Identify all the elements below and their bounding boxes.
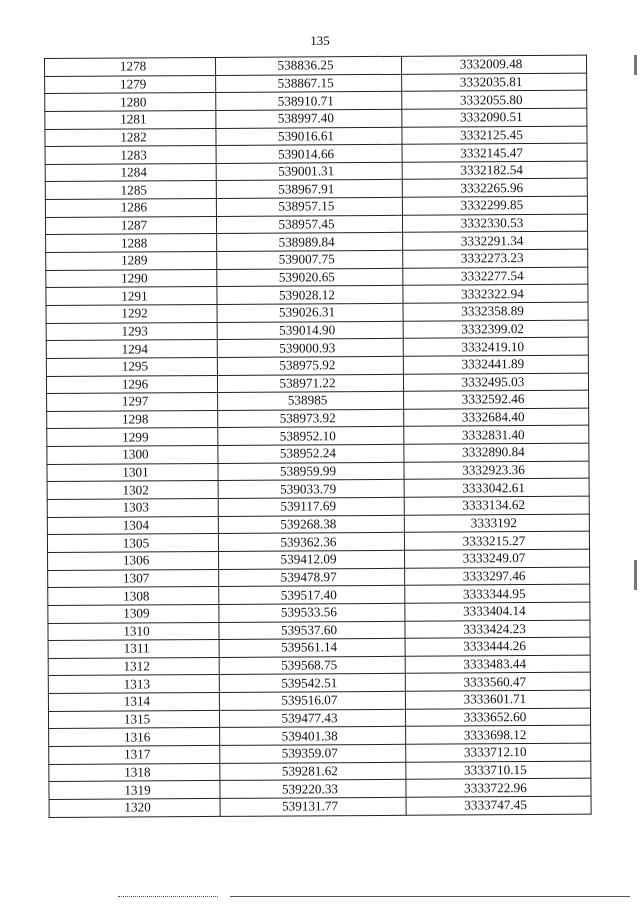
y-coordinate-cell: 3332299.85 bbox=[402, 196, 587, 215]
y-coordinate-cell: 3333215.27 bbox=[404, 531, 589, 550]
point-number-cell: 1313 bbox=[48, 675, 219, 694]
x-coordinate-cell: 538959.99 bbox=[218, 462, 404, 481]
point-number-cell: 1318 bbox=[49, 763, 220, 782]
y-coordinate-cell: 3333747.45 bbox=[406, 796, 591, 815]
point-number-cell: 1302 bbox=[47, 481, 218, 500]
point-number-cell: 1319 bbox=[49, 781, 220, 800]
x-coordinate-cell: 539026.31 bbox=[217, 303, 403, 322]
point-number-cell: 1281 bbox=[45, 110, 216, 129]
x-coordinate-cell: 538967.91 bbox=[216, 180, 402, 199]
x-coordinate-cell: 539220.33 bbox=[220, 780, 406, 799]
point-number-cell: 1316 bbox=[49, 728, 220, 747]
point-number-cell: 1303 bbox=[47, 498, 218, 517]
scan-edge-mark bbox=[634, 55, 637, 75]
point-number-cell: 1283 bbox=[45, 146, 216, 165]
point-number-cell: 1320 bbox=[49, 798, 220, 817]
y-coordinate-cell: 3333444.26 bbox=[405, 637, 590, 656]
point-number-cell: 1293 bbox=[46, 322, 217, 341]
y-coordinate-cell: 3332125.45 bbox=[402, 126, 587, 145]
x-coordinate-cell: 538975.92 bbox=[217, 356, 403, 375]
y-coordinate-cell: 3332145.47 bbox=[402, 143, 587, 162]
y-coordinate-cell: 3333404.14 bbox=[405, 602, 590, 621]
coordinate-table-wrapper bbox=[44, 55, 592, 818]
y-coordinate-cell: 3333652.60 bbox=[405, 708, 590, 727]
point-number-cell: 1290 bbox=[46, 269, 217, 288]
coordinate-table bbox=[44, 55, 592, 818]
y-coordinate-cell: 3332923.36 bbox=[404, 461, 589, 480]
y-coordinate-cell: 3332009.48 bbox=[401, 55, 586, 74]
y-coordinate-cell: 3333560.47 bbox=[405, 673, 590, 692]
x-coordinate-cell: 539014.90 bbox=[217, 321, 403, 340]
x-coordinate-cell: 538910.71 bbox=[216, 92, 402, 111]
y-coordinate-cell: 3332035.81 bbox=[402, 73, 587, 92]
point-number-cell: 1311 bbox=[48, 640, 219, 659]
point-number-cell: 1308 bbox=[48, 587, 219, 606]
x-coordinate-cell: 539533.56 bbox=[219, 603, 405, 622]
point-number-cell: 1279 bbox=[45, 75, 216, 94]
coordinate-table-body bbox=[45, 55, 592, 817]
y-coordinate-cell: 3332182.54 bbox=[402, 161, 587, 180]
y-coordinate-cell: 3332265.96 bbox=[402, 179, 587, 198]
x-coordinate-cell: 538985 bbox=[218, 391, 404, 410]
x-coordinate-cell: 539537.60 bbox=[219, 621, 405, 640]
y-coordinate-cell: 3332495.03 bbox=[403, 373, 588, 392]
x-coordinate-cell: 538952.10 bbox=[218, 427, 404, 446]
point-number-cell: 1288 bbox=[46, 234, 217, 253]
x-coordinate-cell: 539477.43 bbox=[219, 709, 405, 728]
x-coordinate-cell: 539568.75 bbox=[219, 656, 405, 675]
x-coordinate-cell: 539401.38 bbox=[220, 727, 406, 746]
y-coordinate-cell: 3332330.53 bbox=[402, 214, 587, 233]
y-coordinate-cell: 3333722.96 bbox=[406, 778, 591, 797]
point-number-cell: 1291 bbox=[46, 287, 217, 306]
y-coordinate-cell: 3332358.89 bbox=[403, 302, 588, 321]
x-coordinate-cell: 539516.07 bbox=[219, 691, 405, 710]
point-number-cell: 1278 bbox=[45, 57, 216, 76]
x-coordinate-cell: 538836.25 bbox=[215, 56, 401, 75]
x-coordinate-cell: 539131.77 bbox=[220, 797, 406, 816]
y-coordinate-cell: 3333601.71 bbox=[405, 690, 590, 709]
y-coordinate-cell: 3333483.44 bbox=[405, 655, 590, 674]
point-number-cell: 1297 bbox=[47, 393, 218, 412]
point-number-cell: 1282 bbox=[45, 128, 216, 147]
x-coordinate-cell: 538989.84 bbox=[217, 233, 403, 252]
x-coordinate-cell: 538973.92 bbox=[218, 409, 404, 428]
point-number-cell: 1315 bbox=[48, 710, 219, 729]
x-coordinate-cell: 539542.51 bbox=[219, 674, 405, 693]
y-coordinate-cell: 3333249.07 bbox=[405, 549, 590, 568]
y-coordinate-cell: 3333710.15 bbox=[406, 761, 591, 780]
y-coordinate-cell: 3332592.46 bbox=[404, 390, 589, 409]
y-coordinate-cell: 3332273.23 bbox=[403, 249, 588, 268]
point-number-cell: 1310 bbox=[48, 622, 219, 641]
x-coordinate-cell: 539362.36 bbox=[218, 533, 404, 552]
y-coordinate-cell: 3333042.61 bbox=[404, 479, 589, 498]
y-coordinate-cell: 3332090.51 bbox=[402, 108, 587, 127]
x-coordinate-cell: 538997.40 bbox=[216, 109, 402, 128]
x-coordinate-cell: 539028.12 bbox=[217, 286, 403, 305]
y-coordinate-cell: 3332291.34 bbox=[403, 232, 588, 251]
point-number-cell: 1284 bbox=[45, 163, 216, 182]
y-coordinate-cell: 3333424.23 bbox=[405, 620, 590, 639]
point-number-cell: 1314 bbox=[48, 693, 219, 712]
y-coordinate-cell: 3332890.84 bbox=[404, 443, 589, 462]
point-number-cell: 1299 bbox=[47, 428, 218, 447]
y-coordinate-cell: 3332277.54 bbox=[403, 267, 588, 286]
point-number-cell: 1289 bbox=[46, 251, 217, 270]
x-coordinate-cell: 538957.45 bbox=[216, 215, 402, 234]
point-number-cell: 1287 bbox=[45, 216, 216, 235]
y-coordinate-cell: 3332399.02 bbox=[403, 320, 588, 339]
y-coordinate-cell: 3332322.94 bbox=[403, 285, 588, 304]
y-coordinate-cell: 3333712.10 bbox=[406, 743, 591, 762]
x-coordinate-cell: 539412.09 bbox=[219, 550, 405, 569]
point-number-cell: 1298 bbox=[47, 410, 218, 429]
point-number-cell: 1306 bbox=[48, 551, 219, 570]
footer-rule bbox=[118, 896, 218, 897]
footer-rule bbox=[230, 896, 630, 897]
point-number-cell: 1301 bbox=[47, 463, 218, 482]
table-row bbox=[49, 796, 591, 817]
scan-edge-mark bbox=[634, 560, 637, 590]
y-coordinate-cell: 3333297.46 bbox=[405, 567, 590, 586]
x-coordinate-cell: 539268.38 bbox=[218, 515, 404, 534]
point-number-cell: 1307 bbox=[48, 569, 219, 588]
x-coordinate-cell: 538971.22 bbox=[217, 374, 403, 393]
point-number-cell: 1317 bbox=[49, 745, 220, 764]
x-coordinate-cell: 539007.75 bbox=[217, 250, 403, 269]
point-number-cell: 1312 bbox=[48, 657, 219, 676]
y-coordinate-cell: 3332684.40 bbox=[404, 408, 589, 427]
x-coordinate-cell: 539020.65 bbox=[217, 268, 403, 287]
point-number-cell: 1285 bbox=[45, 181, 216, 200]
x-coordinate-cell: 539001.31 bbox=[216, 162, 402, 181]
point-number-cell: 1294 bbox=[46, 340, 217, 359]
y-coordinate-cell: 3333698.12 bbox=[406, 726, 591, 745]
point-number-cell: 1309 bbox=[48, 604, 219, 623]
y-coordinate-cell: 3332831.40 bbox=[404, 426, 589, 445]
y-coordinate-cell: 3332441.89 bbox=[403, 355, 588, 374]
x-coordinate-cell: 539561.14 bbox=[219, 638, 405, 657]
point-number-cell: 1292 bbox=[46, 304, 217, 323]
point-number-cell: 1280 bbox=[45, 93, 216, 112]
x-coordinate-cell: 538867.15 bbox=[216, 74, 402, 93]
y-coordinate-cell: 3333134.62 bbox=[404, 496, 589, 515]
y-coordinate-cell: 3333192 bbox=[404, 514, 589, 533]
x-coordinate-cell: 538957.15 bbox=[216, 197, 402, 216]
x-coordinate-cell: 539281.62 bbox=[220, 762, 406, 781]
x-coordinate-cell: 539016.61 bbox=[216, 127, 402, 146]
point-number-cell: 1286 bbox=[45, 199, 216, 218]
x-coordinate-cell: 539014.66 bbox=[216, 145, 402, 164]
point-number-cell: 1305 bbox=[47, 534, 218, 553]
x-coordinate-cell: 539359.07 bbox=[220, 744, 406, 763]
x-coordinate-cell: 539517.40 bbox=[219, 586, 405, 605]
point-number-cell: 1295 bbox=[46, 357, 217, 376]
y-coordinate-cell: 3332055.80 bbox=[402, 90, 587, 109]
x-coordinate-cell: 538952.24 bbox=[218, 444, 404, 463]
point-number-cell: 1296 bbox=[46, 375, 217, 394]
point-number-cell: 1300 bbox=[47, 446, 218, 465]
x-coordinate-cell: 539000.93 bbox=[217, 339, 403, 358]
x-coordinate-cell: 539478.97 bbox=[219, 568, 405, 587]
page-number: 135 bbox=[310, 33, 330, 48]
y-coordinate-cell: 3333344.95 bbox=[405, 584, 590, 603]
x-coordinate-cell: 539033.79 bbox=[218, 480, 404, 499]
y-coordinate-cell: 3332419.10 bbox=[403, 337, 588, 356]
point-number-cell: 1304 bbox=[47, 516, 218, 535]
x-coordinate-cell: 539117.69 bbox=[218, 497, 404, 516]
